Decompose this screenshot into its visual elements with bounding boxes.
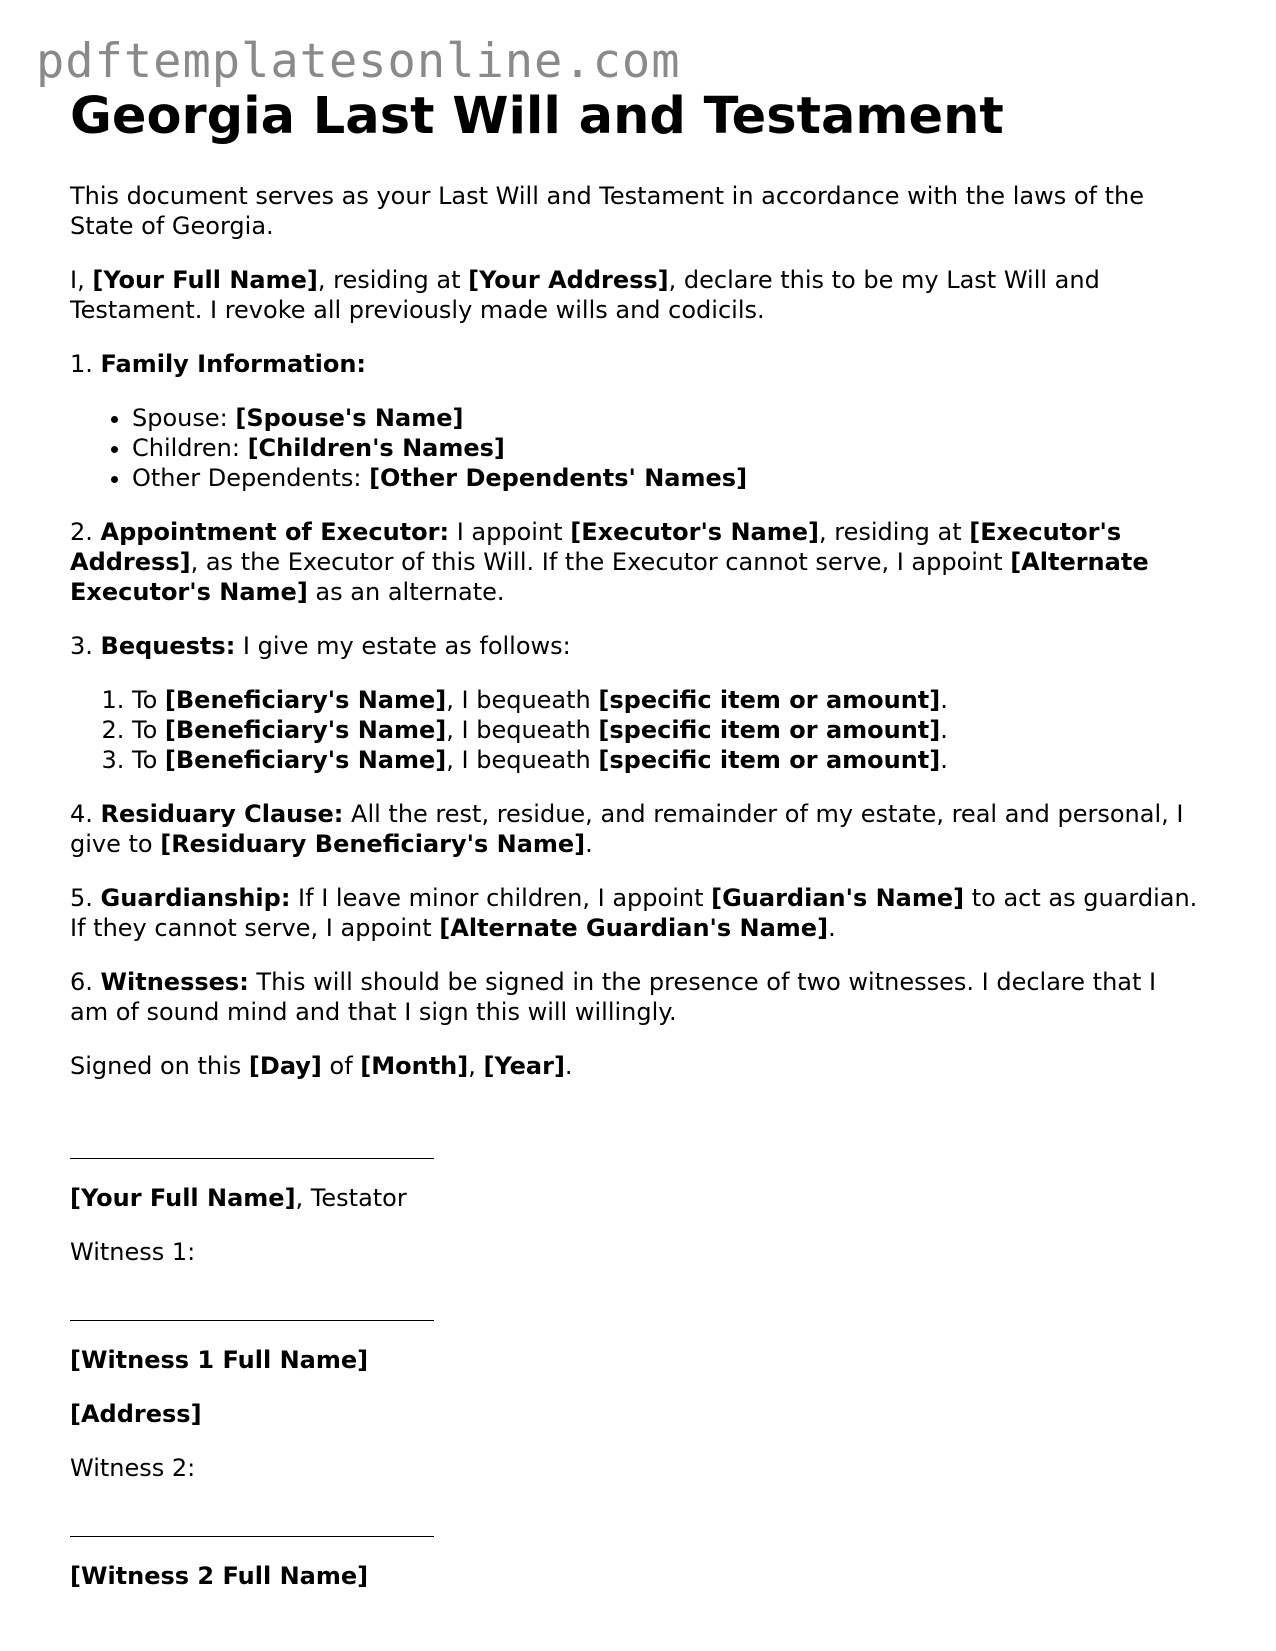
testator-name-placeholder: [Your Full Name] (92, 266, 318, 294)
watermark: pdftemplatesonline.com (36, 34, 681, 89)
family-heading: 1. Family Information: (70, 350, 367, 378)
witnesses-paragraph: 6. Witnesses: This will should be signed in the presence of two witnesses. I declare that I am of sound mind and that I sign this will willingly. (70, 968, 1157, 1026)
bequests-heading: 3. Bequests: I give my estate as follows: (70, 632, 571, 660)
witness-2-label: Witness 2: (70, 1454, 196, 1482)
list-item: • Spouse: [Spouse's Name] (132, 403, 1200, 433)
page-title: Georgia Last Will and Testament (70, 87, 1004, 146)
list-item: • Other Dependents: [Other Dependents' Names] (132, 463, 1200, 493)
intro-paragraph: This document serves as your Last Will and Testament in accordance with the laws of the State of Georgia. (70, 182, 1144, 240)
list-item: 2. To [Beneficiary's Name], I bequeath [specific item or amount]. (132, 715, 1200, 745)
testator-address-placeholder: [Your Address] (468, 266, 669, 294)
witness-1-signature-line[interactable] (70, 1291, 434, 1321)
list-item: • Children: [Children's Names] (132, 433, 1200, 463)
witness-1-address: [Address] (70, 1400, 202, 1428)
list-item: 3. To [Beneficiary's Name], I bequeath [specific item or amount]. (132, 745, 1200, 775)
witness-2-name: [Witness 2 Full Name] (70, 1562, 369, 1590)
list-item: 1. To [Beneficiary's Name], I bequeath [specific item or amount]. (132, 685, 1200, 715)
family-list (70, 403, 1200, 493)
guardianship-paragraph: 5. Guardianship: If I leave minor children, I appoint [Guardian's Name] to act as guardian. If they cannot serve, I appoint [Alternate Guardian's Name]. (70, 884, 1198, 942)
witness-2-signature-line[interactable] (70, 1507, 434, 1537)
testator-name-line: [Your Full Name], Testator (70, 1184, 407, 1212)
bequests-list (70, 685, 1200, 775)
executor-paragraph: 2. Appointment of Executor: I appoint [Executor's Name], residing at [Executor's Address], as the Executor of this Will. If the Executor cannot serve, I appoint [Alternate Executor's Name] as an alternate. (70, 518, 1149, 606)
witness-1-label: Witness 1: (70, 1238, 196, 1266)
witness-1-name: [Witness 1 Full Name] (70, 1346, 369, 1374)
declaration-paragraph: I, [Your Full Name], residing at [Your Address], declare this to be my Last Will and Testament. I revoke all previously made wills and codicils. (70, 266, 1100, 324)
signed-date-line: Signed on this [Day] of [Month], [Year]. (70, 1052, 573, 1080)
testator-signature-line[interactable] (70, 1129, 434, 1159)
residuary-paragraph: 4. Residuary Clause: All the rest, residue, and remainder of my estate, real and personal, I give to [Residuary Beneficiary's Name]. (70, 800, 1184, 858)
document-body (70, 181, 1200, 1615)
